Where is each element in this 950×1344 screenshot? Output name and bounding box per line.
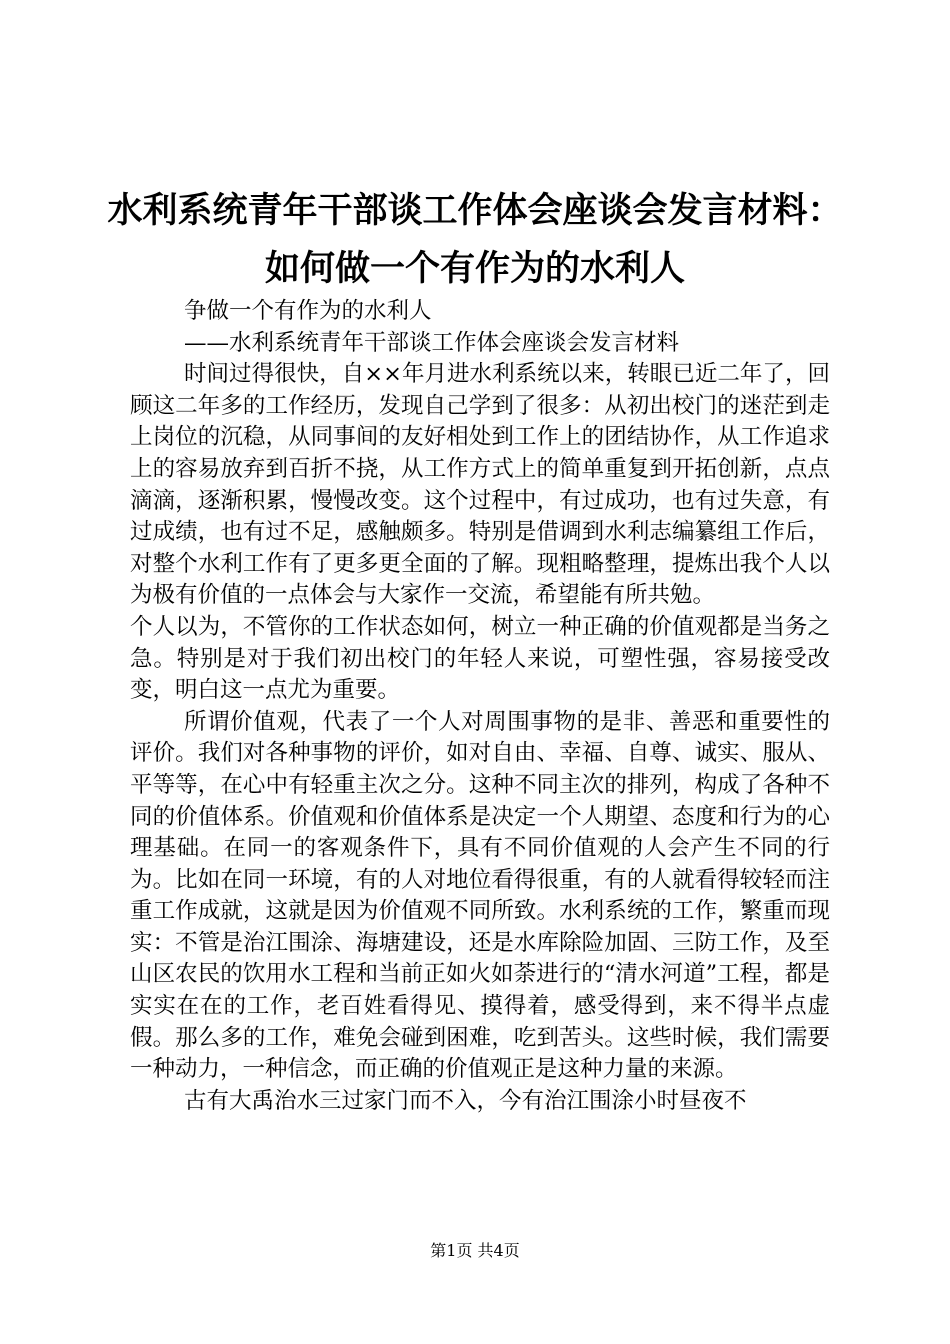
document-subheading: ——水利系统青年干部谈工作体会座谈会发言材料 [184,329,680,356]
document-title-line-1: 水利系统青年干部谈工作体会座谈会发言材料： [107,191,843,231]
page-number-footer: 第1页 共4页 [430,1241,520,1260]
document-title-line-2: 如何做一个有作为的水利人 [264,249,685,289]
paragraph-2: 个人以为，不管你的工作状态如何，树立一种正确的价值观都是当务之急。特别是对于我们初出校门的年轻人来说，可塑性强，容易接受改变，明白这一点尤为重要。 [130,613,830,704]
document-subtitle: 争做一个有作为的水利人 [184,298,432,324]
paragraph-1: 时间过得很快，自××年月进水利系统以来，转眼已近二年了，回顾这二年多的工作经历，发现自己学到了很多：从初出校门的迷茫到走上岗位的沉稳，从同事间的友好相处到工作上的团结协作，从工作追求上的容易放弃到百折不挠，从工作方式上的简单重复到开拓创新，点点滴滴，逐渐积累，慢慢改变。这个过程中，有过成功，也有过失意，有过成绩，也有过不足，感触颇多。特别是借调到水利志编纂组工作后，对整个水利工作有了更多更全面的了解。现粗略整理，提炼出我个人以为极有价值的一点体会与大家作一交流，希望能有所共勉。 [130,361,830,609]
paragraph-4: 古有大禹治水三过家门而不入，今有治江围涂小时昼夜不 [184,1087,747,1114]
document-body [130,296,830,1117]
paragraph-3: 所谓价值观，代表了一个人对周围事物的是非、善恶和重要性的评价。我们对各种事物的评价，如对自由、幸福、自尊、诚实、服从、平等等，在心中有轻重主次之分。这种不同主次的排列，构成了各种不同的价值体系。价值观和价值体系是决定一个人期望、态度和行为的心理基础。在同一的客观条件下，具有不同价值观的人会产生不同的行为。比如在同一环境，有的人对地位看得很重，有的人就看得较轻而注重工作成就，这就是因为价值观不同所致。水利系统的工作，繁重而现实：不管是治江围涂、海塘建设，还是水库除险加固、三防工作，及至山区农民的饮用水工程和当前正如火如荼进行的“清水河道”工程，都是实实在在的工作，老百姓看得见、摸得着，感受得到，来不得半点虚假。那么多的工作，难免会碰到困难，吃到苦头。这些时候，我们需要一种动力，一种信念，而正确的价值观正是这种力量的来源。 [130,708,830,1083]
